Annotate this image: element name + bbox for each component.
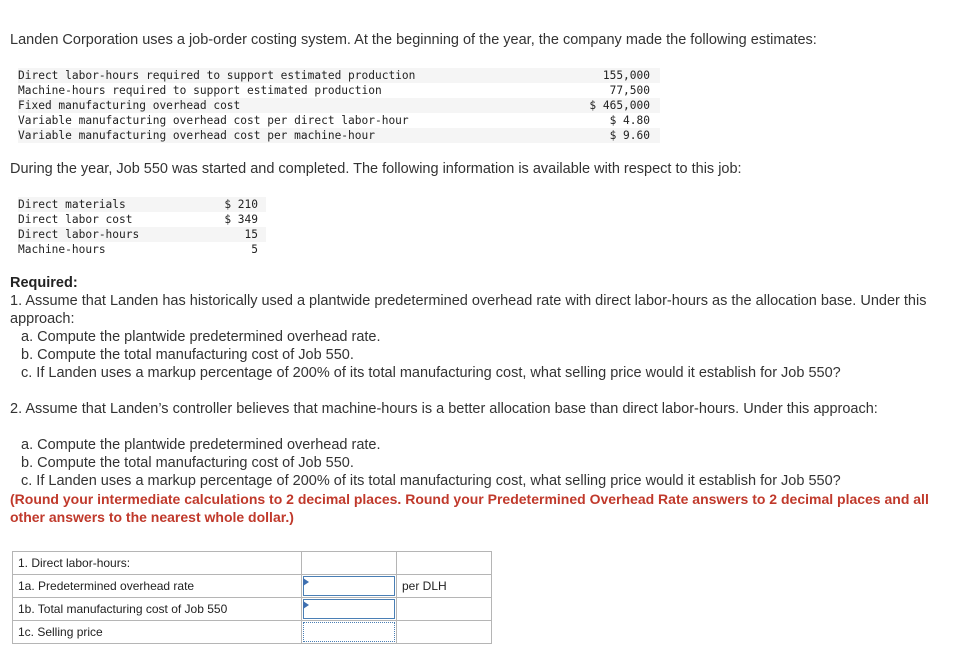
job-label: Direct labor cost <box>18 213 133 226</box>
question-2c: c. If Landen uses a markup percentage of 200% of its total manufacturing cost, what selling price would it establish for Job 550? <box>21 473 841 489</box>
table-row <box>18 212 266 227</box>
job-value: 5 <box>251 243 258 256</box>
answer-table <box>12 551 492 644</box>
table-row <box>13 598 492 621</box>
estimate-value: $ 4.80 <box>609 114 650 127</box>
table-row <box>13 621 492 644</box>
table-row <box>18 227 266 242</box>
question-2b: b. Compute the total manufacturing cost of Job 550. <box>21 455 354 471</box>
table-row <box>18 242 266 257</box>
answer-label-1b: 1b. Total manufacturing cost of Job 550 <box>13 598 302 621</box>
rounding-instructions: (Round your intermediate calculations to 2 decimal places. Round your Predetermined Overhead Rate answers to 2 decimal places and all other answers to the nearest whole dollar.) <box>10 491 929 525</box>
unit-label: per DLH <box>397 575 492 598</box>
job-table <box>18 197 266 257</box>
answer-label-1a: 1a. Predetermined overhead rate <box>13 575 302 598</box>
job-value: 15 <box>208 227 266 242</box>
estimates-table <box>18 68 660 143</box>
table-row <box>13 575 492 598</box>
flag-icon <box>303 578 309 586</box>
answer-input-1b[interactable] <box>303 599 395 619</box>
job-intro-text: During the year, Job 550 was started and completed. The following information is available with respect to this job: <box>10 161 742 177</box>
estimate-label: Fixed manufacturing overhead cost <box>18 98 418 113</box>
question-1b: b. Compute the total manufacturing cost of Job 550. <box>21 347 354 363</box>
estimate-value: $ 9.60 <box>418 128 660 143</box>
intro-text: Landen Corporation uses a job-order costing system. At the beginning of the year, the company made the following estimates: <box>10 32 817 48</box>
question-2: 2. Assume that Landen’s controller believes that machine-hours is a better allocation base than direct labor-hours. Under this approach: <box>10 401 878 417</box>
table-row <box>18 113 660 128</box>
required-heading: Required: <box>10 275 78 291</box>
table-row <box>18 197 266 212</box>
table-row <box>18 98 660 113</box>
job-label: Direct materials <box>18 197 208 212</box>
estimate-label: Variable manufacturing overhead cost per direct labor-hour <box>18 114 409 127</box>
estimate-value: $ 465,000 <box>418 98 660 113</box>
table-row <box>13 552 492 575</box>
flag-icon <box>303 601 309 609</box>
estimate-label: Machine-hours required to support estimated production <box>18 84 382 97</box>
table-row <box>18 128 660 143</box>
job-value: $ 349 <box>224 213 258 226</box>
estimate-label: Variable manufacturing overhead cost per machine-hour <box>18 128 418 143</box>
question-1: 1. Assume that Landen has historically used a plantwide predetermined overhead rate with direct labor-hours as the allocation base. Under this approach: <box>10 293 927 327</box>
job-label: Direct labor-hours <box>18 227 208 242</box>
estimate-value: 77,500 <box>609 84 650 97</box>
answer-header: 1. Direct labor-hours: <box>13 552 302 575</box>
table-row <box>18 83 660 98</box>
answer-label-1c: 1c. Selling price <box>13 621 302 644</box>
question-1c: c. If Landen uses a markup percentage of 200% of its total manufacturing cost, what selling price would it establish for Job 550? <box>21 365 841 381</box>
question-2a: a. Compute the plantwide predetermined overhead rate. <box>21 437 381 453</box>
answer-input-1c[interactable] <box>303 622 395 642</box>
estimate-label: Direct labor-hours required to support estimated production <box>18 68 418 83</box>
answer-input-1a[interactable] <box>303 576 395 596</box>
job-value: $ 210 <box>208 197 266 212</box>
estimate-value: 155,000 <box>418 68 660 83</box>
job-label: Machine-hours <box>18 243 106 256</box>
table-row <box>18 68 660 83</box>
question-1a: a. Compute the plantwide predetermined overhead rate. <box>21 329 381 345</box>
